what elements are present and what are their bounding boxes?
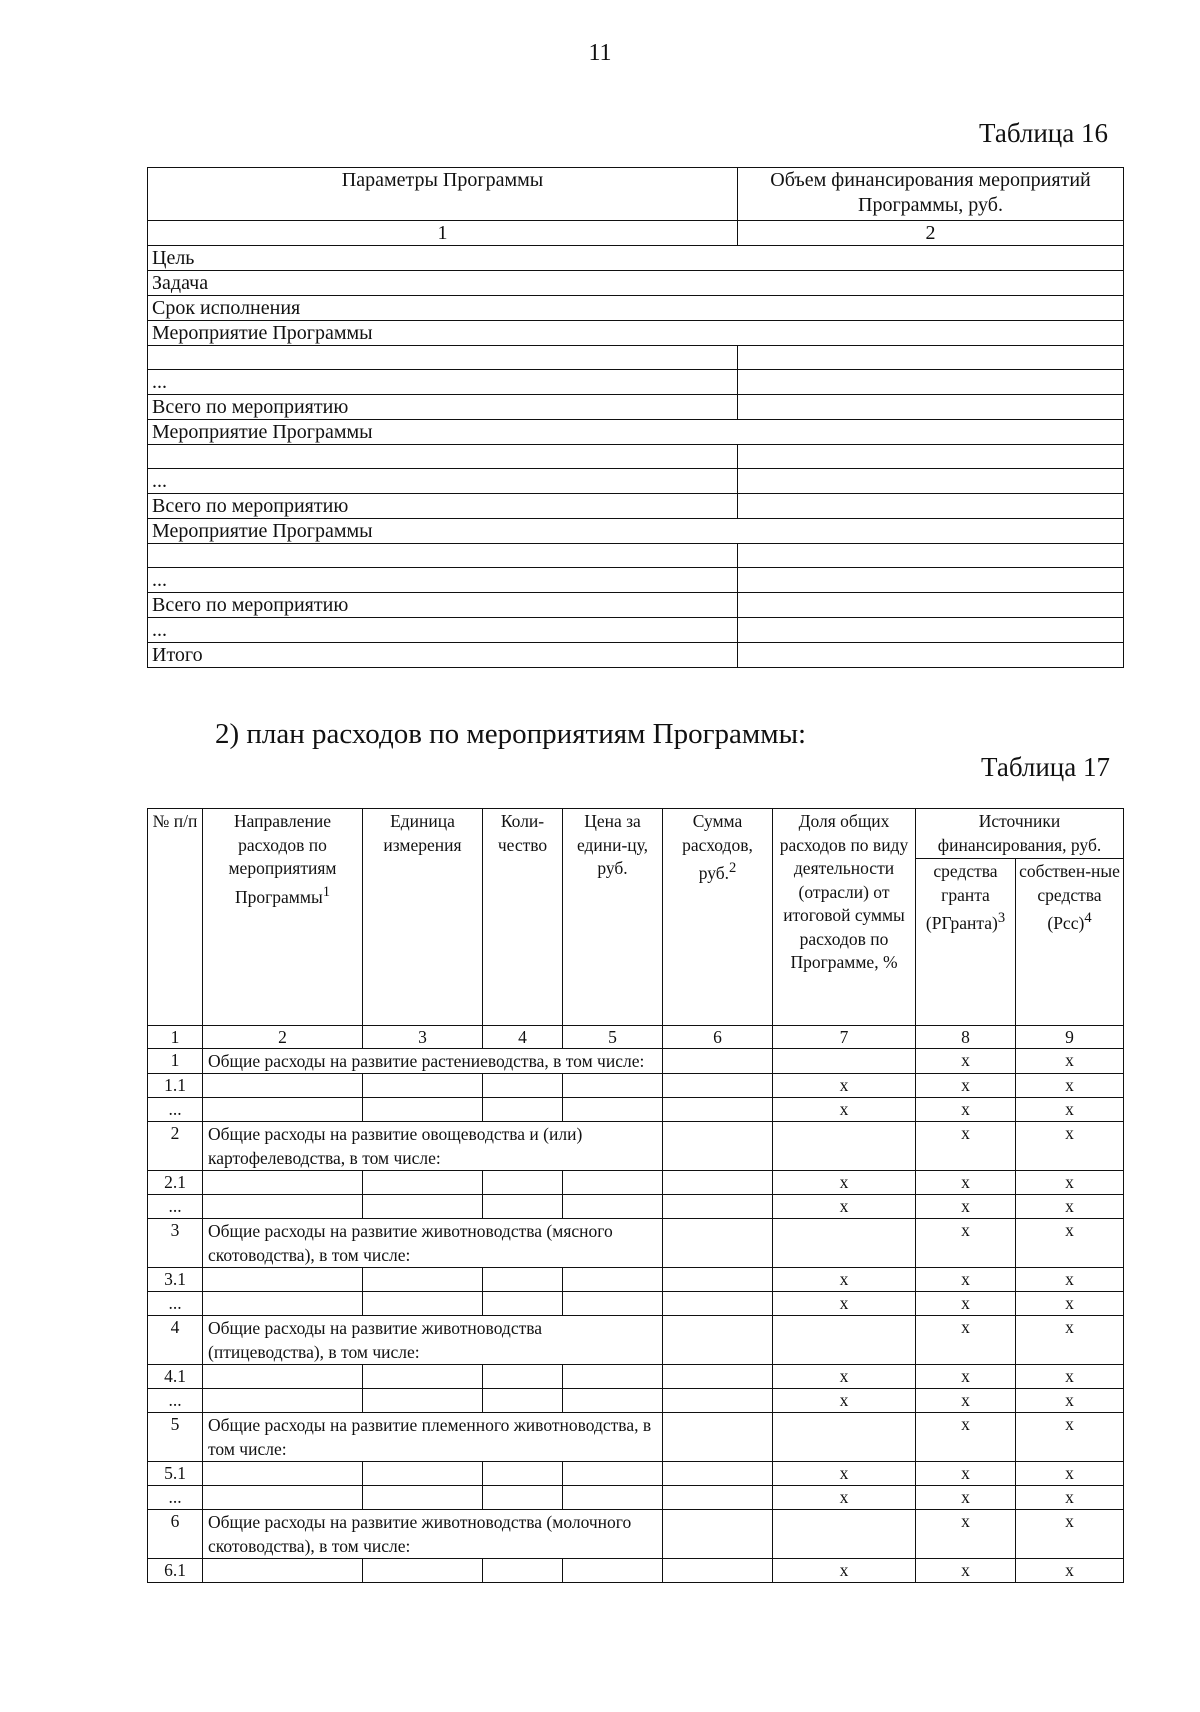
row-number: 5.1 — [148, 1462, 203, 1486]
row-term: Срок исполнения — [148, 296, 1124, 321]
empty-cell — [663, 1365, 773, 1389]
empty-cell — [738, 469, 1124, 494]
table-row — [148, 395, 1124, 420]
col-number: 9 — [1016, 1026, 1124, 1049]
mark-cell: х — [1016, 1486, 1124, 1510]
table-row — [148, 1268, 1124, 1292]
empty-cell — [738, 568, 1124, 593]
col-number: 4 — [483, 1026, 563, 1049]
empty-cell — [363, 1486, 483, 1510]
mark-cell: х — [773, 1074, 916, 1098]
mark-cell: х — [773, 1195, 916, 1219]
mark-cell: х — [1016, 1268, 1124, 1292]
empty-cell — [203, 1074, 363, 1098]
empty-cell — [363, 1365, 483, 1389]
row-ellipsis: ... — [148, 1292, 203, 1316]
empty-cell — [563, 1462, 663, 1486]
empty-cell — [363, 1171, 483, 1195]
row-grand-total: Итого — [148, 643, 738, 668]
empty-cell — [483, 1171, 563, 1195]
subheading: 2) план расходов по мероприятиям Программы: — [215, 718, 807, 750]
col-number: 2 — [203, 1026, 363, 1049]
col-number: 5 — [563, 1026, 663, 1049]
col1-header: Параметры Программы — [148, 168, 738, 221]
table-row — [148, 420, 1124, 445]
empty-cell — [563, 1098, 663, 1122]
header-direction — [203, 809, 363, 1026]
own-symbol: (Pсс) — [1047, 912, 1085, 933]
empty-cell — [663, 1559, 773, 1583]
table-row — [148, 1559, 1124, 1583]
row-ellipsis: ... — [148, 1389, 203, 1413]
table-row — [148, 246, 1124, 271]
table16-caption: Таблица 16 — [979, 118, 1108, 148]
empty-cell — [203, 1486, 363, 1510]
mark-cell: х — [916, 1171, 1016, 1195]
empty-cell — [363, 1559, 483, 1583]
share-cell — [773, 1219, 916, 1268]
empty-cell — [483, 1074, 563, 1098]
empty-cell — [563, 1389, 663, 1413]
header-share: Доля общих расходов по виду деятельности (отрасли) от итоговой суммы расходов по Программе, % — [773, 809, 916, 1026]
mark-cell: х — [773, 1268, 916, 1292]
empty-cell — [738, 593, 1124, 618]
empty-cell — [663, 1268, 773, 1292]
mark-cell: х — [1016, 1510, 1124, 1559]
footnote-mark: 3 — [997, 910, 1006, 926]
mark-cell: х — [1016, 1365, 1124, 1389]
row-goal: Цель — [148, 246, 1124, 271]
table-row — [148, 321, 1124, 346]
table17-caption: Таблица 17 — [981, 752, 1110, 782]
mark-cell: х — [1016, 1316, 1124, 1365]
col2-number: 2 — [738, 221, 1124, 246]
table-row — [148, 1510, 1124, 1559]
mark-cell: х — [773, 1365, 916, 1389]
empty-cell — [203, 1389, 363, 1413]
sum-cell — [663, 1049, 773, 1074]
col-number: 7 — [773, 1026, 916, 1049]
empty-cell — [563, 1195, 663, 1219]
mark-cell: х — [916, 1074, 1016, 1098]
row-number: 3.1 — [148, 1268, 203, 1292]
empty-cell — [663, 1195, 773, 1219]
empty-cell — [738, 395, 1124, 420]
grant-symbol: (PГранта) — [925, 912, 998, 933]
mark-cell: х — [773, 1292, 916, 1316]
row-ellipsis: ... — [148, 1195, 203, 1219]
mark-cell: х — [1016, 1559, 1124, 1583]
empty-cell — [203, 1098, 363, 1122]
share-cell — [773, 1316, 916, 1365]
empty-cell — [663, 1074, 773, 1098]
mark-cell: х — [916, 1413, 1016, 1462]
table-row — [148, 1122, 1124, 1171]
mark-cell: х — [1016, 1462, 1124, 1486]
mark-cell: х — [1016, 1074, 1124, 1098]
mark-cell: х — [773, 1171, 916, 1195]
empty-cell — [563, 1292, 663, 1316]
mark-cell: х — [916, 1559, 1016, 1583]
table-row — [148, 1195, 1124, 1219]
mark-cell: х — [1016, 1219, 1124, 1268]
mark-cell: х — [916, 1292, 1016, 1316]
table-row — [148, 593, 1124, 618]
header-unit: Единица измерения — [363, 809, 483, 1026]
empty-cell — [563, 1268, 663, 1292]
table-row — [148, 643, 1124, 668]
header-own — [1016, 859, 1124, 1026]
row-event: Мероприятие Программы — [148, 321, 1124, 346]
table16 — [147, 167, 1124, 668]
empty-cell — [483, 1486, 563, 1510]
mark-cell: х — [773, 1389, 916, 1413]
mark-cell: х — [916, 1122, 1016, 1171]
row-total-event: Всего по мероприятию — [148, 395, 738, 420]
mark-cell: х — [1016, 1413, 1124, 1462]
empty-cell — [738, 346, 1124, 370]
row-number: 6.1 — [148, 1559, 203, 1583]
row-ellipsis: ... — [148, 469, 738, 494]
empty-cell — [663, 1171, 773, 1195]
empty-cell — [738, 370, 1124, 395]
mark-cell: х — [916, 1098, 1016, 1122]
empty-cell — [483, 1268, 563, 1292]
empty-cell — [738, 445, 1124, 469]
row-task: Задача — [148, 271, 1124, 296]
table-row — [148, 519, 1124, 544]
header-sum — [663, 809, 773, 1026]
table-header-row — [148, 168, 1124, 221]
mark-cell: х — [773, 1486, 916, 1510]
empty-cell — [738, 494, 1124, 519]
table-row — [148, 1049, 1124, 1074]
row-number: 5 — [148, 1413, 203, 1462]
empty-cell — [563, 1559, 663, 1583]
mark-cell: х — [916, 1365, 1016, 1389]
table-row — [148, 1389, 1124, 1413]
col2-header: Объем финансирования мероприятий Программы, руб. — [738, 168, 1124, 221]
empty-cell — [663, 1292, 773, 1316]
mark-cell: х — [1016, 1122, 1124, 1171]
footnote-mark: 2 — [729, 860, 737, 876]
row-ellipsis: ... — [148, 618, 738, 643]
column-number-row — [148, 1026, 1124, 1049]
share-cell — [773, 1413, 916, 1462]
row-number: 2.1 — [148, 1171, 203, 1195]
table-row — [148, 1486, 1124, 1510]
sum-cell — [663, 1219, 773, 1268]
empty-cell — [203, 1365, 363, 1389]
empty-cell — [483, 1292, 563, 1316]
empty-cell — [738, 544, 1124, 568]
share-cell — [773, 1049, 916, 1074]
row-total-event: Всего по мероприятию — [148, 494, 738, 519]
table-row — [148, 1219, 1124, 1268]
empty-cell — [738, 618, 1124, 643]
sum-cell — [663, 1413, 773, 1462]
sum-cell — [663, 1122, 773, 1171]
col-number: 8 — [916, 1026, 1016, 1049]
row-ellipsis: ... — [148, 370, 738, 395]
footnote-mark: 1 — [322, 883, 331, 900]
row-number: 6 — [148, 1510, 203, 1559]
row-event: Мероприятие Программы — [148, 519, 1124, 544]
empty-cell — [483, 1462, 563, 1486]
empty-cell — [363, 1268, 483, 1292]
empty-cell — [203, 1268, 363, 1292]
table-row — [148, 1316, 1124, 1365]
mark-cell: х — [1016, 1098, 1124, 1122]
row-number: 2 — [148, 1122, 203, 1171]
header-own-text: собствен-ные средства — [1019, 861, 1120, 905]
header-qty: Коли-чество — [483, 809, 563, 1026]
table-row — [148, 544, 1124, 568]
empty-cell — [148, 544, 738, 568]
empty-cell — [483, 1098, 563, 1122]
empty-cell — [363, 1098, 483, 1122]
group-description: Общие расходы на развитие животноводства (мясного скотоводства), в том числе: — [203, 1219, 663, 1268]
group-description: Общие расходы на развитие племенного животноводства, в том числе: — [203, 1413, 663, 1462]
table-row — [148, 1098, 1124, 1122]
mark-cell: х — [1016, 1171, 1124, 1195]
share-cell — [773, 1510, 916, 1559]
mark-cell: х — [916, 1195, 1016, 1219]
header-price: Цена за едини-цу, руб. — [563, 809, 663, 1026]
mark-cell: х — [916, 1268, 1016, 1292]
row-total-event: Всего по мероприятию — [148, 593, 738, 618]
row-number: 3 — [148, 1219, 203, 1268]
mark-cell: х — [1016, 1292, 1124, 1316]
empty-cell — [203, 1195, 363, 1219]
row-number: 4 — [148, 1316, 203, 1365]
table-row — [148, 370, 1124, 395]
empty-cell — [563, 1365, 663, 1389]
row-ellipsis: ... — [148, 1486, 203, 1510]
table-row — [148, 1292, 1124, 1316]
empty-cell — [483, 1389, 563, 1413]
column-number-row — [148, 221, 1124, 246]
group-description: Общие расходы на развитие животноводства (птицеводства), в том числе: — [203, 1316, 663, 1365]
sum-cell — [663, 1316, 773, 1365]
empty-cell — [563, 1171, 663, 1195]
header-direction-text: Направление расходов по мероприятиям Программы — [228, 811, 337, 907]
col1-number: 1 — [148, 221, 738, 246]
footnote-mark: 4 — [1084, 910, 1092, 926]
table-row — [148, 469, 1124, 494]
table-row — [148, 296, 1124, 321]
row-ellipsis: ... — [148, 568, 738, 593]
group-description: Общие расходы на развитие животноводства (молочного скотоводства), в том числе: — [203, 1510, 663, 1559]
header-sources: Источники финансирования, руб. — [916, 809, 1124, 859]
table-row — [148, 618, 1124, 643]
mark-cell: х — [916, 1510, 1016, 1559]
mark-cell: х — [916, 1389, 1016, 1413]
mark-cell: х — [1016, 1389, 1124, 1413]
empty-cell — [663, 1389, 773, 1413]
empty-cell — [738, 643, 1124, 668]
mark-cell: х — [773, 1098, 916, 1122]
header-grant — [916, 859, 1016, 1026]
empty-cell — [148, 445, 738, 469]
table-header-row — [148, 809, 1124, 859]
mark-cell: х — [916, 1316, 1016, 1365]
mark-cell: х — [1016, 1049, 1124, 1074]
row-number: 1 — [148, 1049, 203, 1074]
table-row — [148, 271, 1124, 296]
share-cell — [773, 1122, 916, 1171]
empty-cell — [148, 346, 738, 370]
empty-cell — [363, 1389, 483, 1413]
empty-cell — [563, 1486, 663, 1510]
group-description: Общие расходы на развитие растениеводства, в том числе: — [203, 1049, 663, 1074]
empty-cell — [483, 1195, 563, 1219]
page-number: 11 — [588, 40, 612, 66]
empty-cell — [363, 1195, 483, 1219]
table-row — [148, 1171, 1124, 1195]
empty-cell — [363, 1074, 483, 1098]
empty-cell — [663, 1486, 773, 1510]
mark-cell: х — [916, 1219, 1016, 1268]
row-ellipsis: ... — [148, 1098, 203, 1122]
mark-cell: х — [916, 1486, 1016, 1510]
header-sum-text: Сумма расходов, руб. — [682, 811, 753, 883]
empty-cell — [203, 1171, 363, 1195]
mark-cell: х — [916, 1462, 1016, 1486]
empty-cell — [663, 1462, 773, 1486]
empty-cell — [363, 1292, 483, 1316]
table17-body — [148, 1049, 1124, 1583]
empty-cell — [663, 1098, 773, 1122]
col-number: 6 — [663, 1026, 773, 1049]
row-event: Мероприятие Программы — [148, 420, 1124, 445]
row-number: 1.1 — [148, 1074, 203, 1098]
col-number: 3 — [363, 1026, 483, 1049]
empty-cell — [483, 1559, 563, 1583]
col-number: 1 — [148, 1026, 203, 1049]
table-row — [148, 1365, 1124, 1389]
empty-cell — [203, 1559, 363, 1583]
header-no: № п/п — [148, 809, 203, 1026]
table-row — [148, 445, 1124, 469]
group-description: Общие расходы на развитие овощеводства и (или) картофелеводства, в том числе: — [203, 1122, 663, 1171]
row-number: 4.1 — [148, 1365, 203, 1389]
table-row — [148, 1462, 1124, 1486]
mark-cell: х — [773, 1559, 916, 1583]
mark-cell: х — [916, 1049, 1016, 1074]
header-grant-text: средства гранта — [933, 861, 998, 905]
table-row — [148, 1074, 1124, 1098]
table-row — [148, 346, 1124, 370]
table17 — [147, 808, 1124, 1583]
empty-cell — [203, 1462, 363, 1486]
empty-cell — [363, 1462, 483, 1486]
empty-cell — [483, 1365, 563, 1389]
table-row — [148, 568, 1124, 593]
mark-cell: х — [773, 1462, 916, 1486]
table-row — [148, 494, 1124, 519]
table-row — [148, 1413, 1124, 1462]
mark-cell: х — [1016, 1195, 1124, 1219]
empty-cell — [563, 1074, 663, 1098]
empty-cell — [203, 1292, 363, 1316]
sum-cell — [663, 1510, 773, 1559]
